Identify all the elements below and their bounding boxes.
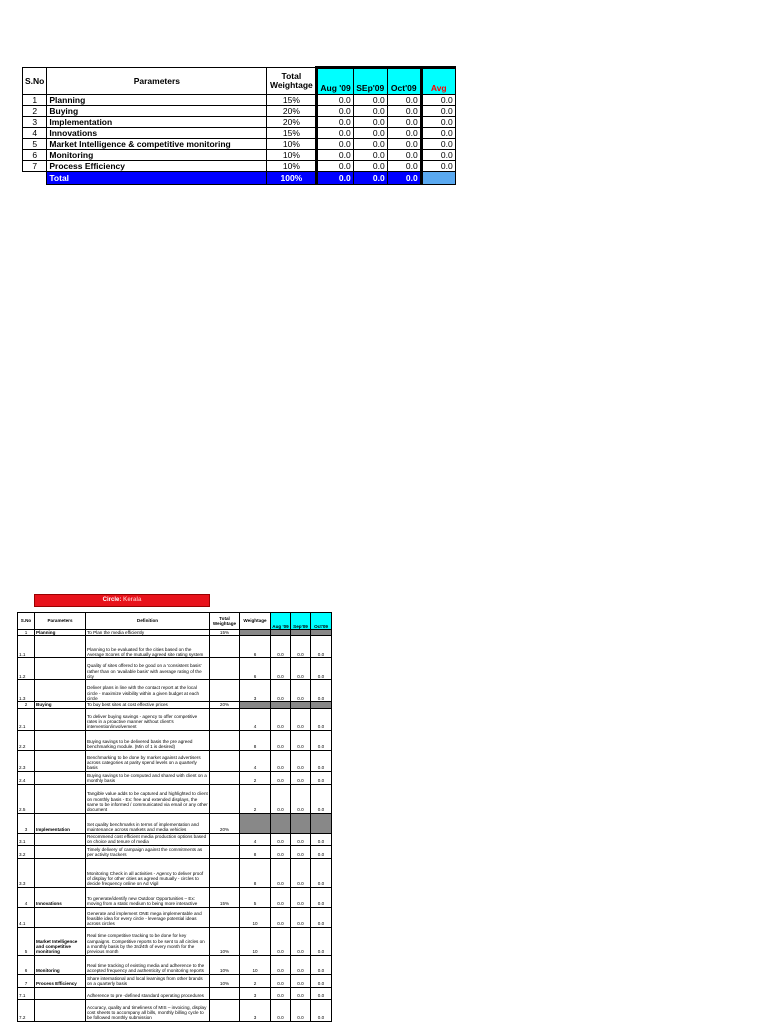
detail-sno: 2.4 <box>18 771 35 784</box>
detail-total-weightage <box>210 999 240 1021</box>
detail-sno: 2 <box>18 702 35 708</box>
detail-sep-value: 0.0 <box>291 927 311 955</box>
detail-sep-value: 0.0 <box>291 987 311 999</box>
detail-oct-value: 0.0 <box>311 845 332 858</box>
detail-parameter: Monitoring <box>35 955 86 974</box>
summary-weightage: 10% <box>267 161 317 172</box>
detail-oct-value: 0.0 <box>311 636 332 658</box>
detail-definition: Buying savings to be computed and shared with client on a monthly basis <box>86 771 210 784</box>
detail-subitem-row <box>18 708 332 730</box>
detail-sno: 5 <box>18 927 35 955</box>
detail-total-weightage: 10% <box>210 927 240 955</box>
detail-sno: 3.2 <box>18 845 35 858</box>
summary-parameter: Implementation <box>47 117 267 128</box>
detail-sno: 3.1 <box>18 833 35 845</box>
detail-weightage <box>240 813 271 833</box>
detail-weightage: 2 <box>240 771 271 784</box>
summary-total-spacer <box>23 172 47 185</box>
summary-sno: 3 <box>23 117 47 128</box>
detail-sep-value: 0.0 <box>291 845 311 858</box>
detail-weightage: 8 <box>240 858 271 887</box>
summary-aug-value: 0.0 <box>317 139 353 150</box>
detail-definition: Set quality benchmarks in terms of implementation and maintenance across markets and media vehicles <box>86 813 210 833</box>
detail-parameter <box>35 708 86 730</box>
detail-weightage: 5 <box>240 887 271 907</box>
summary-row <box>23 128 456 139</box>
detail-aug-value: 0.0 <box>271 987 291 999</box>
summary-oct-value: 0.0 <box>387 128 421 139</box>
detail-weightage: 3 <box>240 680 271 702</box>
detail-sno: 3.3 <box>18 858 35 887</box>
detail-weightage: 2 <box>240 784 271 813</box>
detail-definition: Real time competitive tracking to be done for key campaigns. Competitive reports to be sent to all circles on a monthly basis by the 3rd/4th of every month for the previous month <box>86 927 210 955</box>
detail-oct-value: 0.0 <box>311 784 332 813</box>
summary-oct-value: 0.0 <box>387 139 421 150</box>
detail-total-weightage <box>210 907 240 927</box>
detail-total-weightage <box>210 771 240 784</box>
detail-sno: 4 <box>18 887 35 907</box>
detail-parameter <box>35 771 86 784</box>
detail-sep-value: 0.0 <box>291 784 311 813</box>
detail-sep-value: 0.0 <box>291 955 311 974</box>
header-month-aug: Aug '09 <box>317 68 353 95</box>
detail-sno: 6 <box>18 955 35 974</box>
header-month-sep: SEp'09 <box>353 68 387 95</box>
detail-parameter: Innovations <box>35 887 86 907</box>
summary-row <box>23 161 456 172</box>
detail-sno: 7.2 <box>18 999 35 1021</box>
detail-sep-value: 0.0 <box>291 974 311 987</box>
summary-parameter: Innovations <box>47 128 267 139</box>
detail-oct-value: 0.0 <box>311 999 332 1021</box>
detail-total-weightage: 15% <box>210 630 240 636</box>
summary-sno: 5 <box>23 139 47 150</box>
circle-value: Kerala <box>123 597 142 603</box>
summary-aug-value: 0.0 <box>317 150 353 161</box>
detail-sep-value: 0.0 <box>291 887 311 907</box>
detail-oct-value: 0.0 <box>311 907 332 927</box>
detail-sno: 4.1 <box>18 907 35 927</box>
detail-total-weightage <box>210 987 240 999</box>
detail-oct-value: 0.0 <box>311 658 332 680</box>
detail-subitem-row <box>18 845 332 858</box>
summary-total-aug: 0.0 <box>317 172 353 185</box>
summary-avg-value: 0.0 <box>421 150 455 161</box>
detail-parameter <box>35 845 86 858</box>
detail-header-sno: S.No <box>18 613 35 630</box>
detail-header-parameters: Parameters <box>35 613 86 630</box>
detail-total-weightage <box>210 784 240 813</box>
summary-table <box>22 66 456 185</box>
detail-subitem-row <box>18 833 332 845</box>
detail-definition: Timely delivery of campaign against the commitments as per activity trackers <box>86 845 210 858</box>
detail-parameter-row <box>18 813 332 833</box>
summary-total-oct: 0.0 <box>387 172 421 185</box>
detail-sno: 2.1 <box>18 708 35 730</box>
summary-aug-value: 0.0 <box>317 128 353 139</box>
summary-oct-value: 0.0 <box>387 150 421 161</box>
detail-aug-value: 0.0 <box>271 927 291 955</box>
detail-sno: 2.2 <box>18 730 35 750</box>
detail-oct-value: 0.0 <box>311 955 332 974</box>
detail-parameter <box>35 730 86 750</box>
summary-weightage: 15% <box>267 128 317 139</box>
summary-sno: 1 <box>23 95 47 106</box>
summary-sep-value: 0.0 <box>353 139 387 150</box>
detail-oct-value: 0.0 <box>311 680 332 702</box>
detail-aug-value: 0.0 <box>271 784 291 813</box>
summary-sep-value: 0.0 <box>353 150 387 161</box>
detail-parameter-row <box>18 887 332 907</box>
detail-definition: Benchmarking to be done by market against advertisers across categories at parity spend levels on a quarterly basis <box>86 750 210 771</box>
summary-total-sep: 0.0 <box>353 172 387 185</box>
detail-definition: Adherence to pre -defined standard operating procedures <box>86 987 210 999</box>
detail-sno: 1.2 <box>18 658 35 680</box>
detail-oct-value: 0.0 <box>311 750 332 771</box>
detail-header-month-aug: Aug '09 <box>271 613 291 630</box>
summary-avg-value: 0.0 <box>421 139 455 150</box>
detail-weightage: 2 <box>240 974 271 987</box>
summary-weightage: 20% <box>267 106 317 117</box>
detail-definition: To generate/identify new Outdoor Opportunities – Ex: moving from a static medium to being more interactive <box>86 887 210 907</box>
summary-body <box>23 95 456 185</box>
detail-subitem-row <box>18 750 332 771</box>
summary-total-avg: 0.0 <box>421 172 455 185</box>
detail-aug-value: 0.0 <box>271 833 291 845</box>
detail-oct-value: 0.0 <box>311 730 332 750</box>
detail-subitem-row <box>18 784 332 813</box>
summary-aug-value: 0.0 <box>317 106 353 117</box>
detail-total-weightage: 10% <box>210 955 240 974</box>
detail-definition: Planning to be evaluated for the cities based on the Average Scores of the mutually agreed site rating system <box>86 636 210 658</box>
detail-header-total-weightage: Total Weightage <box>210 613 240 630</box>
detail-aug-value: 0.0 <box>271 708 291 730</box>
detail-parameter <box>35 636 86 658</box>
summary-avg-value: 0.0 <box>421 128 455 139</box>
detail-parameter <box>35 784 86 813</box>
detail-sep-value: 0.0 <box>291 636 311 658</box>
summary-aug-value: 0.0 <box>317 117 353 128</box>
detail-parameter <box>35 999 86 1021</box>
summary-sep-value: 0.0 <box>353 106 387 117</box>
summary-sep-value: 0.0 <box>353 95 387 106</box>
detail-parameter-row <box>18 927 332 955</box>
detail-definition: Generate and implement ONE mega implementable and feasible idea for every circle - leverage potential ideas across circles <box>86 907 210 927</box>
detail-weightage: 3 <box>240 999 271 1021</box>
detail-header-definition: Definition <box>86 613 210 630</box>
detail-definition: Buying savings to be delivered basis the pre agreed benchmarking module. (Min of 1 is desired) <box>86 730 210 750</box>
summary-oct-value: 0.0 <box>387 117 421 128</box>
detail-weightage: 10 <box>240 955 271 974</box>
detail-subitem-row <box>18 907 332 927</box>
detail-parameter <box>35 658 86 680</box>
detail-aug-value: 0.0 <box>271 636 291 658</box>
detail-aug-value: 0.0 <box>271 999 291 1021</box>
detail-total-weightage <box>210 680 240 702</box>
detail-sno: 1.3 <box>18 680 35 702</box>
summary-weightage: 20% <box>267 117 317 128</box>
detail-sep-value: 0.0 <box>291 858 311 887</box>
summary-parameter: Process Efficiency <box>47 161 267 172</box>
detail-aug-value <box>271 813 291 833</box>
detail-weightage: 4 <box>240 833 271 845</box>
detail-weightage: 3 <box>240 987 271 999</box>
detail-subitem-row <box>18 658 332 680</box>
summary-avg-value: 0.0 <box>421 95 455 106</box>
detail-oct-value: 0.0 <box>311 887 332 907</box>
detail-subitem-row <box>18 999 332 1021</box>
summary-parameter: Planning <box>47 95 267 106</box>
detail-total-weightage <box>210 750 240 771</box>
detail-aug-value: 0.0 <box>271 658 291 680</box>
detail-parameter: Planning <box>35 630 86 636</box>
summary-sep-value: 0.0 <box>353 117 387 128</box>
detail-total-weightage <box>210 636 240 658</box>
detail-header-month-oct: Oct'09 <box>311 613 332 630</box>
detail-weightage: 6 <box>240 636 271 658</box>
header-parameters: Parameters <box>47 68 267 95</box>
detail-aug-value: 0.0 <box>271 858 291 887</box>
summary-row <box>23 106 456 117</box>
header-month-oct: Oct'09 <box>387 68 421 95</box>
detail-total-weightage: 20% <box>210 813 240 833</box>
detail-sep-value: 0.0 <box>291 730 311 750</box>
detail-oct-value: 0.0 <box>311 708 332 730</box>
header-sno: S.No <box>23 68 47 95</box>
detail-aug-value: 0.0 <box>271 955 291 974</box>
detail-weightage: 4 <box>240 708 271 730</box>
detail-weightage: 10 <box>240 927 271 955</box>
detail-aug-value: 0.0 <box>271 680 291 702</box>
summary-oct-value: 0.0 <box>387 106 421 117</box>
detail-definition: To buy best sites at cost effective prices <box>86 702 210 708</box>
detail-definition: Share international and local learnings from other brands on a quarterly basis <box>86 974 210 987</box>
detail-weightage: 4 <box>240 750 271 771</box>
detail-sep-value: 0.0 <box>291 750 311 771</box>
detail-definition: To Plan the media efficiently <box>86 630 210 636</box>
detail-definition: Deliver plans in line with the contact report at the local circle - maximize visibility within a given budget at each circle <box>86 680 210 702</box>
detail-weightage: 6 <box>240 658 271 680</box>
detail-weightage: 8 <box>240 845 271 858</box>
detail-parameter: Market Intelligence and competitive monitoring <box>35 927 86 955</box>
summary-sno: 4 <box>23 128 47 139</box>
summary-avg-value: 0.0 <box>421 161 455 172</box>
header-avg: Avg <box>421 68 455 95</box>
detail-total-weightage <box>210 858 240 887</box>
summary-row <box>23 117 456 128</box>
detail-sep-value: 0.0 <box>291 907 311 927</box>
detail-subitem-row <box>18 771 332 784</box>
detail-aug-value: 0.0 <box>271 771 291 784</box>
detail-total-weightage: 20% <box>210 702 240 708</box>
detail-sno: 3 <box>18 813 35 833</box>
detail-sno: 2.3 <box>18 750 35 771</box>
detail-subitem-row <box>18 858 332 887</box>
detail-definition: Quality of sites offered to be good on a 'consistent basis' rather than on 'available basis' with average rating of the city <box>86 658 210 680</box>
summary-oct-value: 0.0 <box>387 95 421 106</box>
detail-parameter <box>35 750 86 771</box>
detail-definition: Real time tracking of existing media and adherence to the accepted frequency and authenticity of monitoring reports <box>86 955 210 974</box>
detail-definition: Recommend cost efficient media production options based on choice and tenure of media <box>86 833 210 845</box>
detail-table <box>17 612 332 1022</box>
detail-total-weightage: 15% <box>210 887 240 907</box>
summary-row <box>23 95 456 106</box>
detail-parameter <box>35 680 86 702</box>
detail-oct-value <box>311 813 332 833</box>
summary-row <box>23 139 456 150</box>
detail-total-weightage <box>210 845 240 858</box>
detail-subitem-row <box>18 987 332 999</box>
detail-aug-value: 0.0 <box>271 750 291 771</box>
detail-subitem-row <box>18 680 332 702</box>
summary-aug-value: 0.0 <box>317 161 353 172</box>
detail-definition: Monitoring Check in all activities - Agency to deliver proof of display for other cities as agreed mutually - circles to decide frequency online on Ad Vigil <box>86 858 210 887</box>
detail-total-weightage <box>210 730 240 750</box>
detail-oct-value: 0.0 <box>311 987 332 999</box>
detail-oct-value: 0.0 <box>311 974 332 987</box>
detail-oct-value: 0.0 <box>311 927 332 955</box>
detail-weightage: 10 <box>240 907 271 927</box>
summary-sno: 2 <box>23 106 47 117</box>
detail-aug-value: 0.0 <box>271 887 291 907</box>
detail-oct-value: 0.0 <box>311 858 332 887</box>
summary-total-row <box>23 172 456 185</box>
summary-sno: 6 <box>23 150 47 161</box>
summary-weightage: 15% <box>267 95 317 106</box>
detail-sno: 1 <box>18 630 35 636</box>
detail-parameter: Implementation <box>35 813 86 833</box>
summary-parameter: Buying <box>47 106 267 117</box>
summary-total-weightage: 100% <box>267 172 317 185</box>
summary-parameter: Monitoring <box>47 150 267 161</box>
detail-sep-value: 0.0 <box>291 771 311 784</box>
detail-total-weightage <box>210 833 240 845</box>
detail-parameter: Process Efficiency <box>35 974 86 987</box>
summary-sep-value: 0.0 <box>353 128 387 139</box>
summary-sep-value: 0.0 <box>353 161 387 172</box>
detail-parameter: Buying <box>35 702 86 708</box>
detail-aug-value: 0.0 <box>271 907 291 927</box>
summary-parameter: Market Intelligence & competitive monitoring <box>47 139 267 150</box>
detail-parameter <box>35 833 86 845</box>
detail-parameter <box>35 858 86 887</box>
detail-header-month-sep: Sep'09 <box>291 613 311 630</box>
detail-sep-value: 0.0 <box>291 658 311 680</box>
detail-parameter-row <box>18 974 332 987</box>
detail-sep-value <box>291 813 311 833</box>
detail-total-weightage <box>210 708 240 730</box>
summary-row <box>23 150 456 161</box>
header-total-weightage: Total Weightage <box>267 68 317 95</box>
summary-weightage: 10% <box>267 150 317 161</box>
detail-total-weightage <box>210 658 240 680</box>
detail-parameter-row <box>18 955 332 974</box>
summary-sno: 7 <box>23 161 47 172</box>
summary-avg-value: 0.0 <box>421 106 455 117</box>
summary-aug-value: 0.0 <box>317 95 353 106</box>
detail-subitem-row <box>18 636 332 658</box>
summary-avg-value: 0.0 <box>421 117 455 128</box>
circle-label: Circle: <box>102 597 122 603</box>
detail-sno: 7.1 <box>18 987 35 999</box>
detail-subitem-row <box>18 730 332 750</box>
detail-sep-value: 0.0 <box>291 833 311 845</box>
detail-sep-value: 0.0 <box>291 708 311 730</box>
detail-aug-value: 0.0 <box>271 730 291 750</box>
summary-oct-value: 0.0 <box>387 161 421 172</box>
detail-parameter <box>35 907 86 927</box>
detail-aug-value: 0.0 <box>271 974 291 987</box>
detail-oct-value: 0.0 <box>311 771 332 784</box>
detail-sep-value: 0.0 <box>291 999 311 1021</box>
summary-weightage: 10% <box>267 139 317 150</box>
detail-parameter <box>35 987 86 999</box>
detail-sep-value: 0.0 <box>291 680 311 702</box>
detail-weightage: 8 <box>240 730 271 750</box>
circle-banner <box>34 594 210 607</box>
detail-sno: 2.5 <box>18 784 35 813</box>
detail-aug-value: 0.0 <box>271 845 291 858</box>
detail-definition: Tangible value adds to be captured and highlighted to client on monthly basis - Ex: free and extended displays, the same to be informed / communicated via email or any other document <box>86 784 210 813</box>
detail-header-weightage: Weightage <box>240 613 271 630</box>
detail-definition: Accuracy, quality and timeliness of MIS – invoicing, display cost sheets to accompany all bills, monthly billing cycle to be followed monthly submission <box>86 999 210 1021</box>
detail-definition: To deliver buying savings - agency to offer competitive rates in a proactive manner without client's intervention/involvement <box>86 708 210 730</box>
summary-total-label: Total <box>47 172 267 185</box>
detail-body <box>18 630 332 1022</box>
detail-sno: 7 <box>18 974 35 987</box>
detail-sno: 1.1 <box>18 636 35 658</box>
detail-oct-value: 0.0 <box>311 833 332 845</box>
detail-total-weightage: 10% <box>210 974 240 987</box>
